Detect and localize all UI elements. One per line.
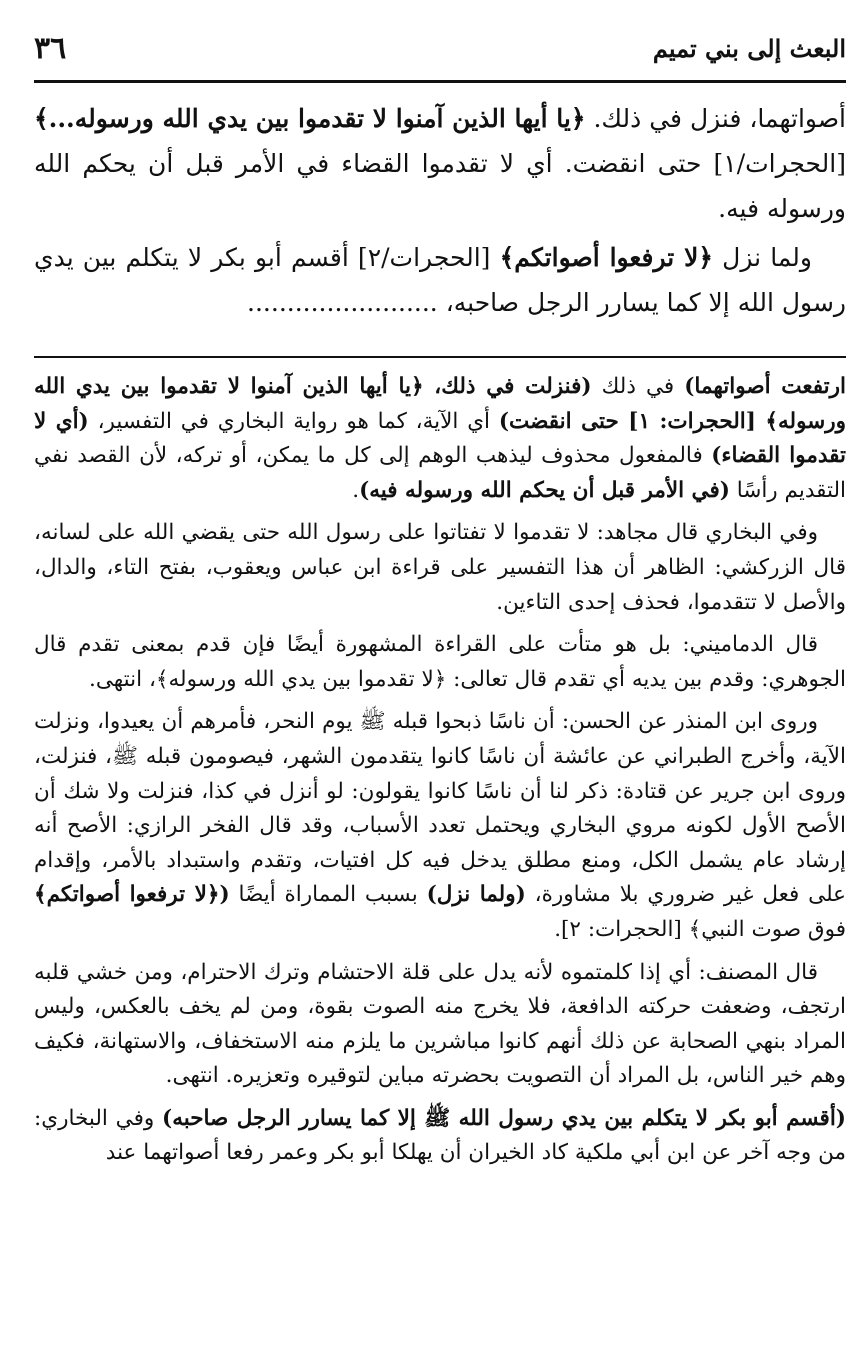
main-p2-text-1: ولما نزل <box>713 243 812 272</box>
main-paragraph-1 <box>34 96 846 231</box>
running-title: البعث إلى بني تميم <box>652 33 846 63</box>
main-p1-quran-verse: ﴿يا أيها الذين آمنوا لا تقدموا بين يدي الله ورسوله...﴾ <box>34 104 586 133</box>
c4-bold-2: (﴿لا ترفعوا أصواتكم﴾ <box>34 882 230 908</box>
c1-text-2: أي الآية، كما هو رواية البخاري في التفسير، <box>88 408 499 434</box>
c1-bold-2: (فنزلت في ذلك، ﴿يا أيها الذين آمنوا لا تقدموا بين يدي الله ورسوله﴾ [الحجرات: ١] حتى انقضت) <box>34 374 846 434</box>
c1-text-3: فالمفعول محذوف ليذهب الوهم إلى كل ما يمكن، أو تركه، لأن القصد نفي التقديم رأسًا <box>34 443 846 503</box>
main-p1-text-1: أصواتهما، فنزل في ذلك. <box>585 104 847 133</box>
commentary-paragraph-3: قال الدماميني: بل هو متأت على القراءة المشهورة أيضًا فإن قدم بمعنى تقدم قال الجوهري: وقدم بين يديه أي تقدم قال تعالى: ﴿لا تقدموا بين يدي الله ورسوله﴾، انتهى. <box>34 632 846 692</box>
commentary-paragraph-5: قال المصنف: أي إذا كلمتموه لأنه يدل على قلة الاحتشام وترك الاحترام، ومن خشي قلبه ارتجف، وضعفت حركته الدافعة، فلا يخرج منه الصوت بقوة، ومن لم يخف بالعكس، وليس المراد بنهي الصحابة عن ذلك أنهم كانوا مباشرين ما يلزم منه الاستخفاف، والاستهانة، فكيف وهم خير الناس، بل المراد أن التصويت بحضرته مباين لتوقيره وتعزيره. انتهى. <box>34 959 846 1089</box>
c4-text-1: وروى ابن المنذر عن الحسن: أن ناسًا ذبحوا قبله ﷺ يوم النحر، فأمرهم أن يعيدوا، ونزلت الآية، وأخرج الطبراني عن عائشة أن ناسًا كانوا يتقدمون الشهر، فيصومون قبله ﷺ، فنزلت، وروى ابن جرير عن قتادة: ذكر لنا أن ناسًا كانوا يقولون: لو أنزل في كذا، فنزلت ولا شك أن الأصح الأول لكونه مروي البخاري ويحتمل تعدد الأسباب، وقد قال الفخر الرازي: الأصح أنه إرشاد عام يشمل الكل، ومنع مطلق يدخل فيه كل افتيات، وتقدم واستبداد بالأمر، وإقدام على فعل غير ضروري بلا مشاورة، <box>34 709 847 908</box>
main-p1-text-2: [الحجرات/١] حتى انقضت. أي لا تقدموا القضاء في الأمر قبل أن يحكم الله ورسوله فيه. <box>34 149 846 223</box>
commentary-paragraph-4 <box>34 705 846 947</box>
c1-text-1: في ذلك <box>591 374 685 399</box>
commentary-paragraph-1 <box>34 370 846 508</box>
c1-bold-4: (في الأمر قبل أن يحكم الله ورسوله فيه) <box>359 477 730 503</box>
c6-text-1: وفي البخاري: من وجه آخر عن ابن أبي ملكية كاد الخيران أن يهلكا أبو بكر وعمر رفعا أصواتهما عند <box>34 1105 846 1166</box>
header-rule <box>34 80 846 83</box>
c1-text-4: . <box>352 477 360 503</box>
commentary-paragraph-6 <box>34 1102 846 1171</box>
main-text <box>34 96 846 329</box>
commentary-text <box>34 370 846 1179</box>
ellipsis-dots: ........................ <box>247 288 438 317</box>
main-paragraph-2 <box>34 235 846 325</box>
c4-bold-1: (ولما نزل) <box>426 882 526 908</box>
main-p2-text-2: [الحجرات/٢] أقسم أبو بكر لا يتكلم بين يدي رسول الله إلا كما يسارر الرجل صاحبه، <box>34 243 846 317</box>
c1-bold-3: (أي لا تقدموا القضاء) <box>34 408 847 469</box>
c6-bold-1: (أقسم أبو بكر لا يتكلم بين يدي رسول الله ﷺ إلا كما يسارر الرجل صاحبه) <box>162 1105 846 1131</box>
c4-text-2: بسبب المماراة أيضًا <box>229 882 427 908</box>
page-number: ٣٦ <box>34 30 67 66</box>
page-header <box>34 24 846 72</box>
section-divider <box>34 356 846 358</box>
commentary-paragraph-2: وفي البخاري قال مجاهد: لا تقدموا لا تفتاتوا على رسول الله حتى يقضي الله على لسانه، قال الزركشي: الظاهر أن هذا التفسير على قراءة ابن عباس ويعقوب، بفتح التاء، والدال، والأصل لا تتقدموا، فحذف إحدى التاءين. <box>34 520 846 615</box>
c1-bold-1: ارتفعت أصواتهما) <box>684 374 847 399</box>
main-p2-quran-verse: ﴿لا ترفعوا أصواتكم﴾ <box>499 243 714 272</box>
c4-text-3: فوق صوت النبي﴾ [الحجرات: ٢]. <box>554 916 846 942</box>
